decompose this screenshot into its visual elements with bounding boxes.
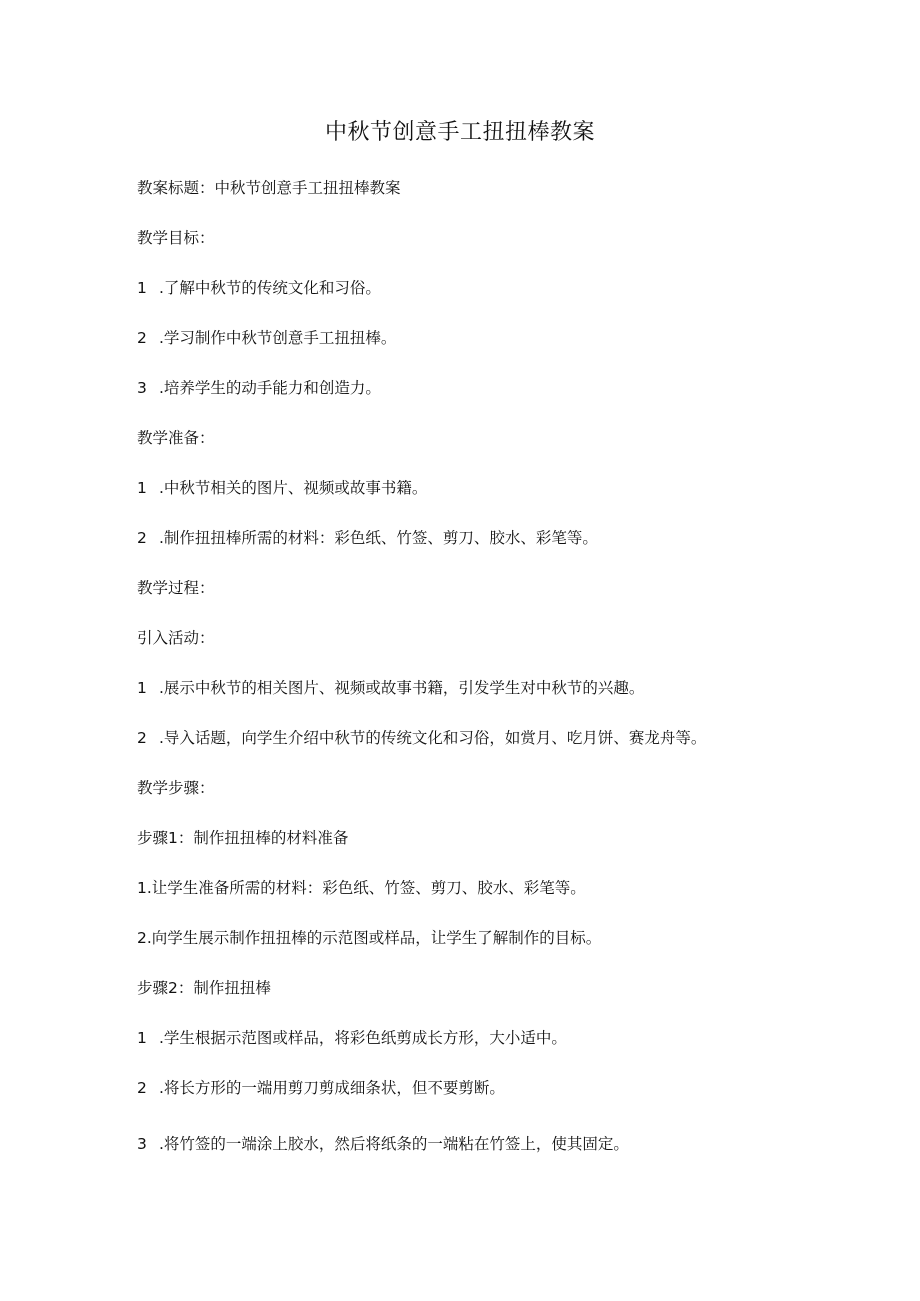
step-heading	[137, 827, 348, 849]
list-number: 2	[137, 529, 147, 547]
section-heading-intro	[137, 627, 215, 649]
line-text: 教学步骤：	[137, 779, 215, 797]
line-text: 步骤2：制作扭扭棒	[137, 979, 271, 997]
line-text: .了解中秋节的传统文化和习俗。	[159, 279, 381, 297]
list-number: 1	[137, 679, 147, 697]
line-text: 教案标题：中秋节创意手工扭扭棒教案	[137, 179, 401, 197]
line-text: 引入活动：	[137, 629, 215, 647]
list-number: 2	[137, 729, 147, 747]
list-item	[137, 1077, 505, 1099]
line-text: 教学目标：	[137, 229, 215, 247]
list-item	[137, 327, 396, 349]
line-text: .培养学生的动手能力和创造力。	[159, 379, 381, 397]
step-heading	[137, 977, 271, 999]
list-number: 1	[137, 279, 147, 297]
list-number: 2	[137, 329, 147, 347]
line-text: 步骤1：制作扭扭棒的材料准备	[137, 829, 349, 847]
line-text: .展示中秋节的相关图片、视频或故事书籍，引发学生对中秋节的兴趣。	[159, 679, 645, 697]
section-heading-preparation	[137, 427, 215, 449]
list-item	[137, 477, 427, 499]
line-text: .学生根据示范图或样品，将彩色纸剪成长方形，大小适中。	[159, 1029, 567, 1047]
line-text: 教学准备：	[137, 429, 215, 447]
list-item	[137, 527, 598, 549]
line-text: .将长方形的一端用剪刀剪成细条状，但不要剪断。	[159, 1079, 505, 1097]
section-heading-steps	[137, 777, 215, 799]
list-number: 3	[137, 1135, 147, 1153]
section-heading-objectives	[137, 227, 215, 249]
list-item	[137, 277, 381, 299]
list-number: 2	[137, 1079, 147, 1097]
line-text: 教学过程：	[137, 579, 215, 597]
line-text: .将竹签的一端涂上胶水，然后将纸条的一端粘在竹签上，使其固定。	[159, 1135, 629, 1153]
list-item	[137, 927, 601, 949]
list-number: 1	[137, 1029, 147, 1047]
line-text: 2.向学生展示制作扭扭棒的示范图或样品，让学生了解制作的目标。	[137, 929, 602, 947]
line-text: .制作扭扭棒所需的材料：彩色纸、竹签、剪刀、胶水、彩笔等。	[159, 529, 598, 547]
list-item	[137, 727, 706, 749]
list-item	[137, 1027, 567, 1049]
lesson-title-line	[137, 177, 401, 199]
list-item	[137, 677, 644, 699]
document-title: 中秋节创意手工扭扭棒教案	[324, 120, 595, 145]
list-item	[137, 877, 586, 899]
list-item	[137, 1133, 629, 1155]
line-text: .学习制作中秋节创意手工扭扭棒。	[159, 329, 397, 347]
list-item	[137, 377, 381, 399]
section-heading-process	[137, 577, 215, 599]
line-text: 1.让学生准备所需的材料：彩色纸、竹签、剪刀、胶水、彩笔等。	[137, 879, 586, 897]
line-text: .中秋节相关的图片、视频或故事书籍。	[159, 479, 428, 497]
line-text: .导入话题，向学生介绍中秋节的传统文化和习俗，如赏月、吃月饼、赛龙舟等。	[159, 729, 707, 747]
list-number: 1	[137, 479, 147, 497]
list-number: 3	[137, 379, 147, 397]
